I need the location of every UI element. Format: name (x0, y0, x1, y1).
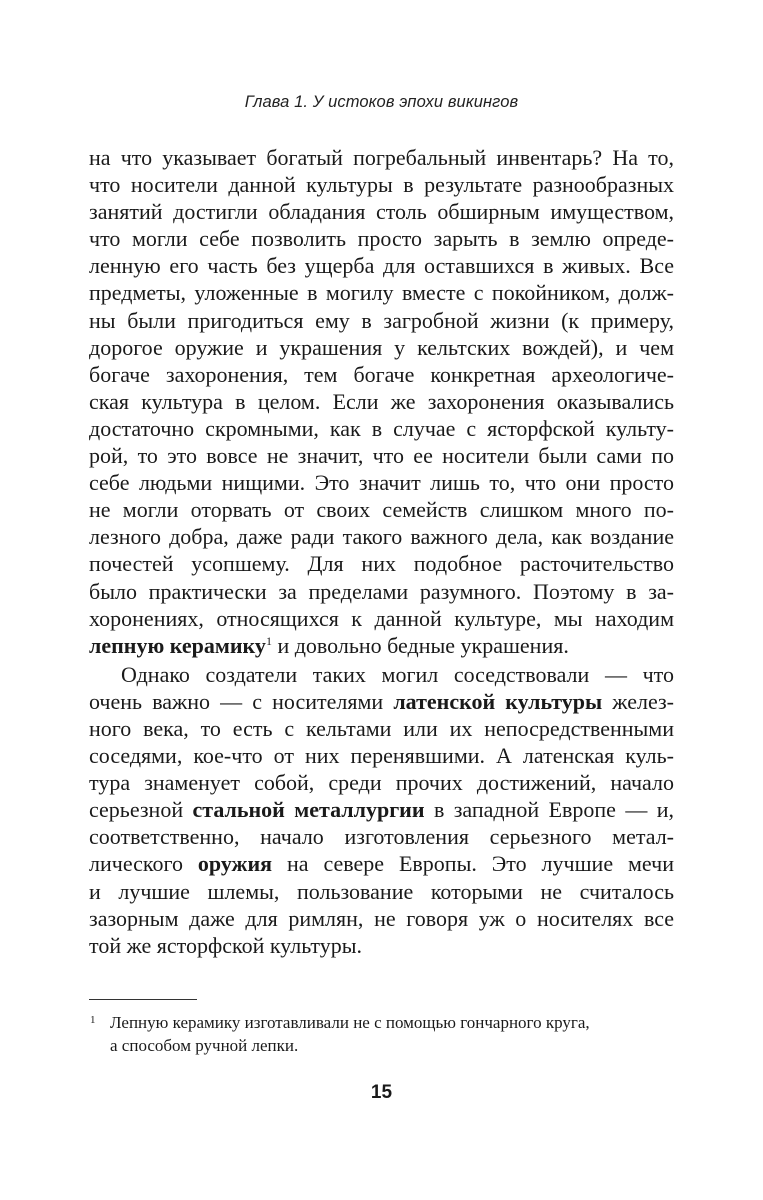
text-fragment: желез- (602, 688, 674, 714)
text-line: ленную его часть без ущерба для оставшихся в живых. Все (89, 253, 674, 279)
text-line: дорогое оружие и украшения у кельтских вождей), и чем (89, 334, 674, 360)
footnote-mark: 1 (90, 1014, 96, 1026)
text-line: себе людьми нищими. Это значит лишь то, что они просто (89, 470, 674, 496)
text-line: ны были пригодиться ему в загробной жизни (к примеру, (89, 307, 674, 333)
text-line (89, 796, 674, 823)
text-line: ская культура в целом. Если же захоронения оказывались (89, 388, 674, 414)
body-text (89, 144, 674, 959)
text-line: что могли себе позволить просто зарыть в землю опреде- (89, 226, 674, 252)
text-line: что носители данной культуры в результате разнообразных (89, 172, 674, 198)
bold-term-oruzhie: оружия (197, 851, 273, 877)
bold-term-latenskaya-kultura: латенской культуры (393, 688, 603, 714)
footnote-reference[interactable]: 1 (265, 633, 272, 648)
text-line: на что указывает богатый погребальный инвентарь? На то, (89, 145, 674, 170)
text-line: не могли оторвать от своих семейств слишком много по- (89, 497, 674, 523)
text-line: соседями, кое-что от них перенявшими. А латенская куль- (89, 743, 674, 769)
page-number: 15 (370, 1082, 393, 1103)
bold-term-stalnaya-metallurgiya: стальной металлургии (192, 797, 425, 823)
text-fragment: и довольно бедные украшения. (271, 632, 569, 658)
paragraph-2 (89, 661, 674, 959)
text-line: тура знаменует собой, среди прочих достижений, начало (89, 770, 674, 796)
text-fragment: серьезной (89, 797, 193, 823)
footnote-divider (89, 999, 197, 1000)
running-head: Глава 1. У истоков эпохи викингов (244, 93, 519, 111)
text-line: почестей усопшему. Для них подобное расточительство (89, 551, 674, 577)
footnote-line: а способом ручной лепки. (110, 1036, 299, 1055)
text-fragment: лического (89, 851, 198, 877)
paragraph-1 (89, 144, 674, 659)
footnote-line: Лепную керамику изготавливали не с помощью гончарного круга, (110, 1013, 590, 1032)
text-line (89, 632, 674, 659)
text-line (89, 688, 674, 715)
text-line: хоронениях, относящихся к данной культуре, мы находим (89, 605, 674, 631)
footnote (89, 1011, 674, 1057)
text-fragment: в западной Европе — и, (424, 797, 674, 823)
text-line (89, 850, 674, 877)
bold-term-lepnaya-keramika: лепную керамику (89, 632, 266, 658)
text-line: было практически за пределами разумного. Поэтому в за- (89, 578, 674, 604)
text-line: лезного добра, даже ради такого важного дела, как воздание (89, 524, 674, 550)
text-fragment: очень важно — с носителями (89, 688, 394, 714)
text-line: зазорным даже для римлян, не говоря уж о носителях все (89, 905, 674, 931)
text-fragment: на севере Европы. Это лучшие мечи (272, 851, 674, 877)
text-line: той же ясторфской культуры. (89, 932, 363, 958)
text-line: и лучшие шлемы, пользование которыми не считалось (89, 878, 674, 904)
text-line: занятий достигли обладания столь обширным имуществом, (89, 199, 674, 225)
text-line: богаче захоронения, тем богаче конкретная археологиче- (89, 361, 674, 387)
text-line: рой, то это вовсе не значит, что ее носители были сами по (89, 443, 674, 469)
text-line: достаточно скромными, как в случае с ясторфской культу- (89, 415, 674, 441)
text-line: предметы, уложенные в могилу вместе с покойником, долж- (89, 280, 674, 306)
text-line: Однако создатели таких могил соседствовали — что (121, 661, 674, 687)
text-line: ного века, то есть с кельтами или их непосредственными (89, 715, 674, 741)
text-line: соответственно, начало изготовления серьезного метал- (89, 824, 674, 850)
